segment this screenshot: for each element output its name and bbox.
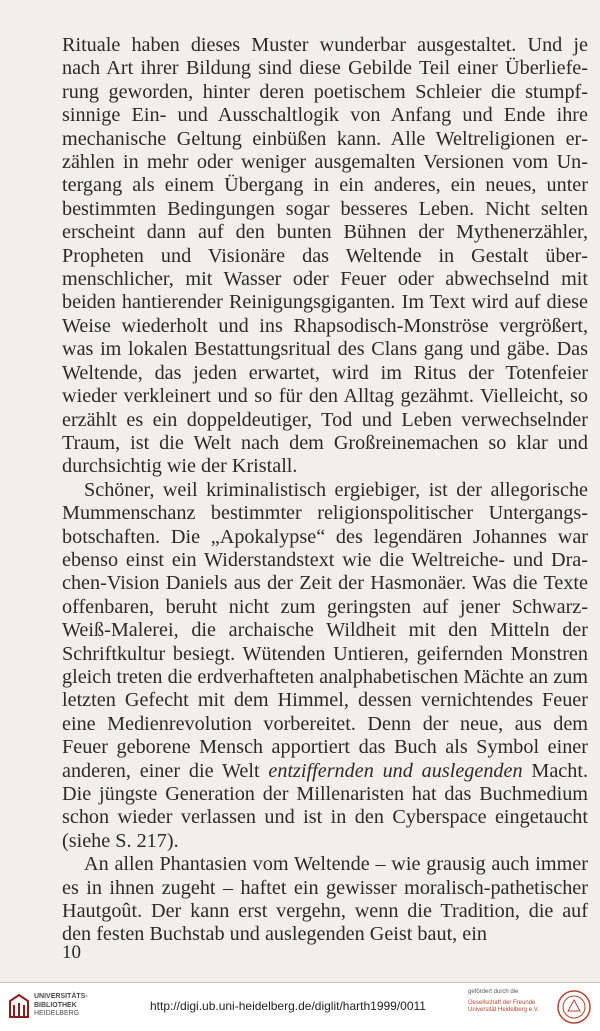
sponsor-block [468,989,558,1015]
body-text [62,34,588,947]
university-seal-icon [556,989,592,1025]
university-library-logo-icon [8,993,30,1019]
italic-phrase: entziffernden und auslegenden [268,759,523,782]
page-number: 10 [62,942,81,963]
sponsor-org-line-2: Universität Heidelberg e.V. [468,1007,539,1013]
library-name-line-2: BIBLIOTHEK [34,1001,77,1009]
paragraph-2-end: Macht. Die jüngste Generation der Millenaristen hat das Buchmedium schon wieder verlassen und ist in den Cyberspace eingetaucht (siehe S. 217). [62,759,588,852]
paragraph-2 [62,479,588,854]
digitization-footer [0,982,600,1031]
sponsor-org-line-1: Gesellschaft der Freunde [468,999,536,1006]
permalink-url[interactable]: http://digi.ub.uni-heidelberg.de/diglit/harth1999/0011 [150,999,426,1013]
library-name [34,993,88,1019]
library-name-line-1: UNIVERSITÄTS- [34,993,88,1000]
library-name-line-3: HEIDELBERG [34,1010,80,1017]
paragraph-1: Rituale haben dieses Muster wunderbar ausgestaltet. Und je nach Art ihrer Bildung sind diese Gebilde Teil einer Überlieferung geworden, hinter deren poetischem Schleier die stumpfsinnige Ein- und Ausschaltlogik von Anfang und Ende ihre mechanische Geltung einbüßen kann. Alle Weltreligionen erzählen in mehr oder weniger ausgemalten Versionen vom Untergang als einem Übergang in ein anderes, ein neues, unter bestimmten Bedingungen sogar besseres Leben. Nicht selten erscheint dann auf den bunten Bühnen der Mythenerzähler, Propheten und Visionäre das Weltende in Gestalt übermenschlicher, mit Wasser oder Feuer oder abwechselnd mit beiden hantierender Reinigungsgiganten. Im Text wird auf diese Weise wiederholt und ins Rhapsodisch-Monströse vergrößert, was im lokalen Bestattungsritual des Clans gang und gäbe. Das Weltende, das jeden erwartet, wird im Ritus der Totenfeier wieder verkleinert und so für den Alltag gezähmt. Vielleicht, so erzählt es ein doppeldeutiger, Tod und Leben verwechselnder Traum, ist die Welt nach dem Großreinemachen so klar und durchsichtig wie der Kristall. [62,34,588,478]
paragraph-2-start: Schöner, weil kriminalistisch ergiebiger, ist der allegorische Mummenschanz bestimmter religionspolitischer Untergangsbotschaften. Die „Apokalypse“ des legendären Johannes war ebenso einst ein Widerstandstext wie die Weltreiche- und Drachen-Vision Daniels aus der Zeit der Hasmonäer. Was die Texte offenbaren, beruht nicht zum geringsten auf jener Schwarz-Weiß-Malerei, die archaische Wildheit mit den Mitteln der Schriftkultur besiegt. Wütenden Untieren, geifernden Monstren gleich treten die erdverhafteten analphabetischen Mächte an zum letzten Gefecht mit dem Himmel, dessen vernichtendes Feuer eine Medienrevolution vorbereitet. Denn der neue, aus dem Feuer geborene Mensch apportiert das Buch als Symbol einer anderen, einer die Welt [62,478,588,782]
sponsor-label: gefördert durch die [468,989,519,995]
paragraph-3: An allen Phantasien vom Weltende – wie grausig auch immer es in ihnen zugeht – haftet ein gewisser moralisch-pathetischer Hautgoût. Der kann erst vergehn, wenn die Tradition, die auf den festen Buchstab und auslegenden Geist baut, ein [62,853,588,946]
